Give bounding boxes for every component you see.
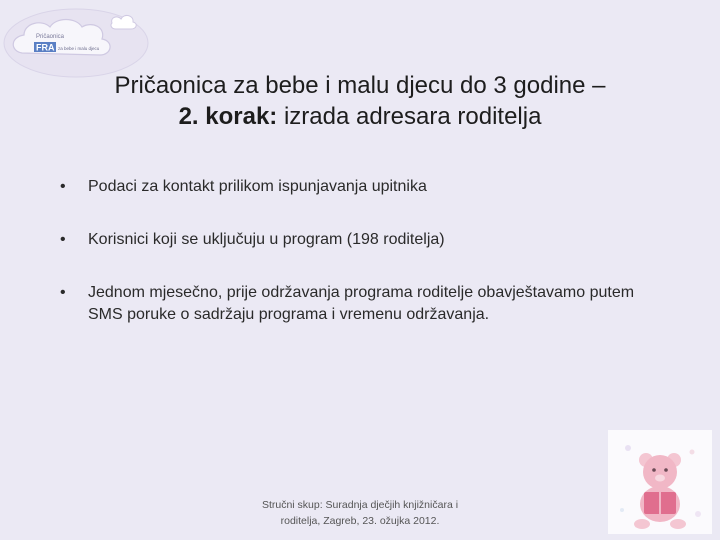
bullet-item [60, 229, 660, 251]
bullet-item [60, 176, 660, 198]
logo-text-sub: za bebe i malu djecu [58, 46, 100, 51]
footer-line-1: Stručni skup: Suradnja dječjih knjižničara i [261, 499, 459, 511]
bullet-marker: • [60, 284, 66, 301]
bullet-text: Jednom mjesečno, prije održavanja programa roditelje obavještavamo putem SMS poruke o sadržaju programa i vremenu održavanja. [88, 284, 635, 323]
title-step-label: 2. korak: [178, 103, 278, 130]
cloud-logo-icon [0, 5, 150, 80]
bullet-marker: • [60, 178, 66, 195]
logo-text-top: Pričaonica [36, 34, 65, 40]
bullet-list [60, 176, 660, 357]
teddy-bear-reading-icon [608, 430, 712, 534]
title-line-2 [40, 101, 680, 132]
footer-line-2: roditelja, Zagreb, 23. ožujka 2012. [280, 515, 440, 527]
bullet-item [60, 282, 660, 326]
slide-title [40, 70, 680, 132]
bullet-text: Korisnici koji se uključuju u program (198 roditelja) [88, 231, 445, 248]
bullet-marker: • [60, 231, 66, 248]
title-line-1: Pričaonica za bebe i malu djecu do 3 godine – [114, 72, 606, 99]
title-line-2-text: izrada adresara roditelja [277, 103, 542, 130]
bullet-text: Podaci za kontakt prilikom ispunjavanja upitnika [88, 178, 427, 195]
logo-brand-text: FRA [36, 42, 55, 53]
footer-note [250, 497, 470, 529]
